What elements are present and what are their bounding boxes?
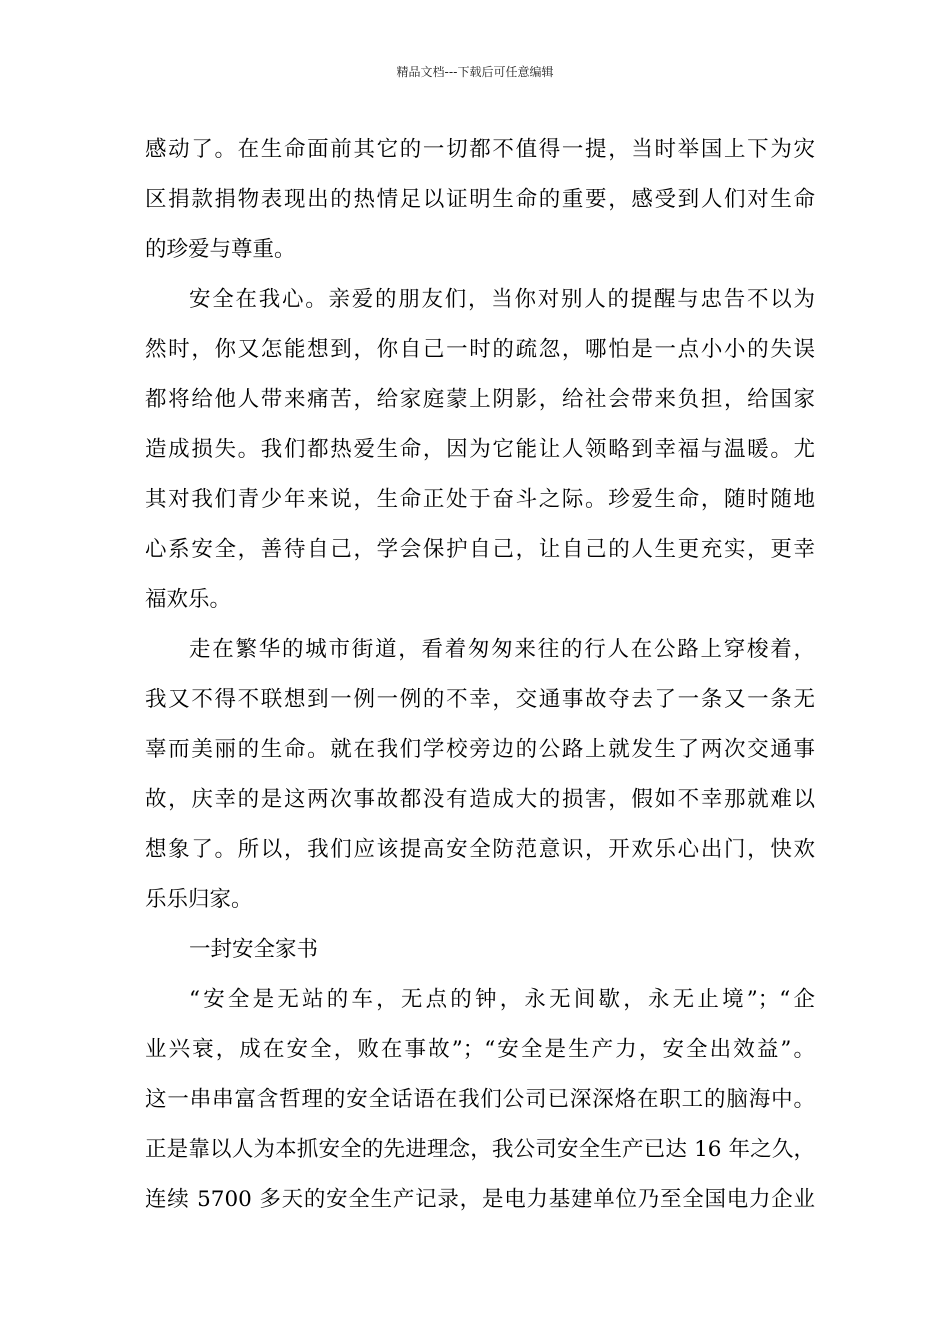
text-line: 造成损失。我们都热爱生命，因为它能让人领略到幸福与温暖。尤 (145, 437, 815, 462)
text-line: 辜而美丽的生命。就在我们学校旁边的公路上就发生了两次交通事 (145, 737, 815, 762)
text-line: 感动了。在生命面前其它的一切都不值得一提，当时举国上下为灾 (145, 137, 815, 162)
text-line: 我又不得不联想到一例一例的不幸，交通事故夺去了一条又一条无 (145, 687, 815, 712)
text-line: 其对我们青少年来说，生命正处于奋斗之际。珍爱生命，随时随地 (145, 487, 815, 512)
text-line: 故，庆幸的是这两次事故都没有造成大的损害，假如不幸那就难以 (145, 787, 815, 812)
text-line: 连续 5700 多天的安全生产记录，是电力基建单位乃至全国电力企业 (145, 1187, 815, 1212)
text-line: 心系安全，善待自己，学会保护自己，让自己的人生更充实，更幸 (145, 537, 815, 562)
text-line: 然时，你又怎能想到，你自己一时的疏忽，哪怕是一点小小的失误 (145, 337, 815, 362)
text-line: 的珍爱与尊重。 (145, 237, 296, 262)
text-line: 福欢乐。 (145, 587, 232, 612)
text-line: 乐乐归家。 (145, 887, 253, 912)
text-line: 安全在我心。亲爱的朋友们，当你对别人的提醒与忠告不以为 (189, 287, 815, 312)
text-line: 想象了。所以，我们应该提高安全防范意识，开欢乐心出门，快欢 (145, 837, 815, 862)
text-line: 这一串串富含哲理的安全话语在我们公司已深深烙在职工的脑海中。 (145, 1087, 815, 1112)
section-heading: 一封安全家书 (189, 937, 319, 962)
text-line: “安全是无站的车，无点的钟，永无间歇，永无止境”；“企 (189, 987, 815, 1012)
text-line: 业兴衰，成在安全，败在事故”；“安全是生产力，安全出效益”。 (145, 1037, 815, 1062)
document-body (145, 125, 815, 1225)
text-line: 区捐款捐物表现出的热情足以证明生命的重要，感受到人们对生命 (145, 187, 815, 212)
text-line: 正是靠以人为本抓安全的先进理念，我公司安全生产已达 16 年之久， (145, 1137, 815, 1162)
text-line: 走在繁华的城市街道，看着匆匆来往的行人在公路上穿梭着， (189, 637, 815, 662)
page-header: 精品文档---下载后可任意编辑 (396, 65, 554, 79)
text-line: 都将给他人带来痛苦，给家庭蒙上阴影，给社会带来负担，给国家 (145, 387, 815, 412)
